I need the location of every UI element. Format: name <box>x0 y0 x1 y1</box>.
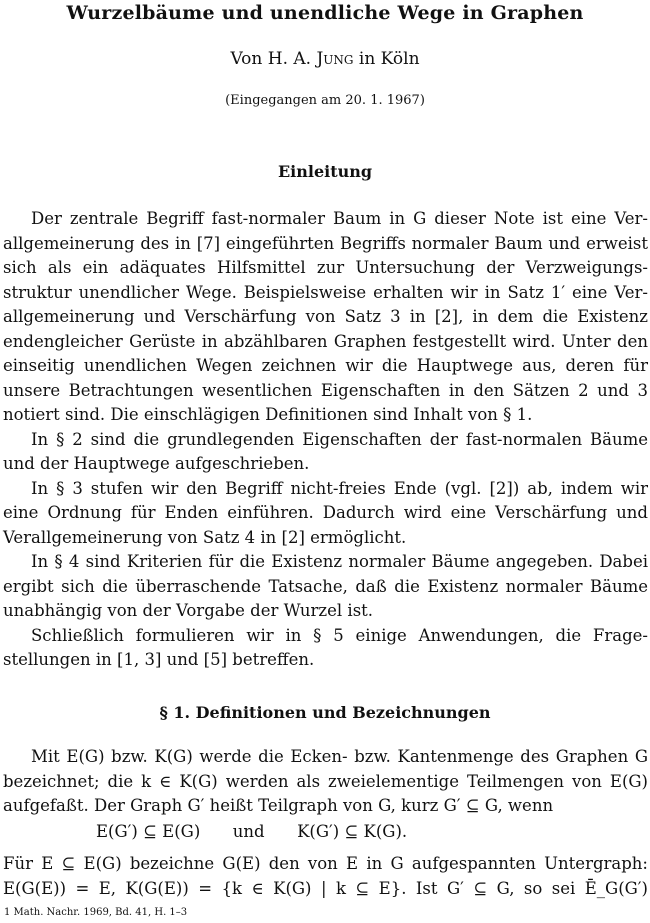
text-line: ergibt sich die überraschende Tatsache, daß die Existenz normaler Bäume <box>3 576 648 596</box>
text-line: eine Ordnung für Enden einführen. Dadurch wird eine Verschärfung und <box>3 503 648 522</box>
text-line: E(G(E)) = E, K(G(E)) = {k ∈ K(G) | k ⊆ E}. Ist G′ ⊆ G, so sei Ē_G(G′) <box>3 878 648 898</box>
author-prefix: Von H. A. <box>230 49 312 69</box>
text-line: allgemeinerung des in [7] eingeführten Begriffs normaler Baum und erweist <box>3 233 648 253</box>
text-line: Schließlich formulieren wir in § 5 einige Anwendungen, die Frage- <box>31 625 648 645</box>
formula-left: E(G′) ⊆ E(G) <box>96 822 201 841</box>
text-line: einseitig unendlichen Wegen zeichnen wir die Hauptwege aus, deren für <box>3 356 648 375</box>
section-1-body-continued <box>3 852 648 901</box>
text-line: Für E ⊆ E(G) bezeichne G(E) den von E in G aufgespannten Untergraph: <box>3 854 648 873</box>
page-footer: 1 Math. Nachr. 1969, Bd. 41, H. 1–3 <box>4 907 188 918</box>
text-line: endengleicher Gerüste in abzählbaren Graphen festgestellt wird. Unter den <box>3 331 648 351</box>
text-line: allgemeinerung und Verschärfung von Satz 3 in [2], in dem die Existenz <box>3 307 648 326</box>
intro-body <box>3 207 648 673</box>
text-line: In § 3 stufen wir den Begriff nicht-freies Ende (vgl. [2]) ab, indem wir <box>31 478 648 498</box>
text-line: Der zentrale Begriff fast-normaler Baum in G dieser Note ist eine Ver- <box>31 209 648 228</box>
text-line: Mit E(G) bzw. K(G) werde die Ecken- bzw. Kantenmenge des Graphen G <box>31 747 648 766</box>
intro-heading: Einleitung <box>277 162 373 181</box>
formula-and: und <box>232 822 265 841</box>
text-line: In § 2 sind die grundlegenden Eigenschaften der fast-normalen Bäume <box>31 429 648 449</box>
section-1-body <box>3 745 648 819</box>
author-line <box>0 49 650 69</box>
text-line: stellungen in [1, 3] und [5] betreffen. <box>3 650 315 669</box>
text-line: sich als ein adäquates Hilfsmittel zur Untersuchung der Verzweigungs- <box>3 258 648 277</box>
paper-title: Wurzelbäume und unendliche Wege in Graphen <box>66 2 584 24</box>
text-line: und der Hauptwege aufgeschrieben. <box>3 454 310 473</box>
text-line: Verallgemeinerung von Satz 4 in [2] ermöglicht. <box>3 527 407 547</box>
text-line: unabhängig von der Vorgabe der Wurzel ist. <box>3 601 374 620</box>
text-line: notiert sind. Die einschlägigen Definitionen sind Inhalt von § 1. <box>3 405 533 424</box>
author-name: Jung <box>316 49 354 69</box>
formula-right: K(G′) ⊆ K(G). <box>297 822 408 841</box>
author-affiliation: in Köln <box>358 49 420 69</box>
text-line: aufgefaßt. Der Graph G′ heißt Teilgraph von G, kurz G′ ⊆ G, wenn <box>3 796 554 815</box>
text-line: bezeichnet; die k ∈ K(G) werden als zweielementige Teilmengen von E(G) <box>3 771 648 791</box>
display-formula <box>96 822 407 841</box>
text-line: struktur unendlicher Wege. Beispielsweise erhalten wir in Satz 1′ eine Ver- <box>3 282 648 302</box>
text-line: unsere Betrachtungen wesentlichen Eigenschaften in den Sätzen 2 und 3 <box>3 380 648 400</box>
text-line: In § 4 sind Kriterien für die Existenz normaler Bäume angegeben. Dabei <box>31 552 648 571</box>
section-1-heading: § 1. Definitionen und Bezeichnungen <box>159 703 491 722</box>
received-date: (Eingegangen am 20. 1. 1967) <box>225 93 425 108</box>
